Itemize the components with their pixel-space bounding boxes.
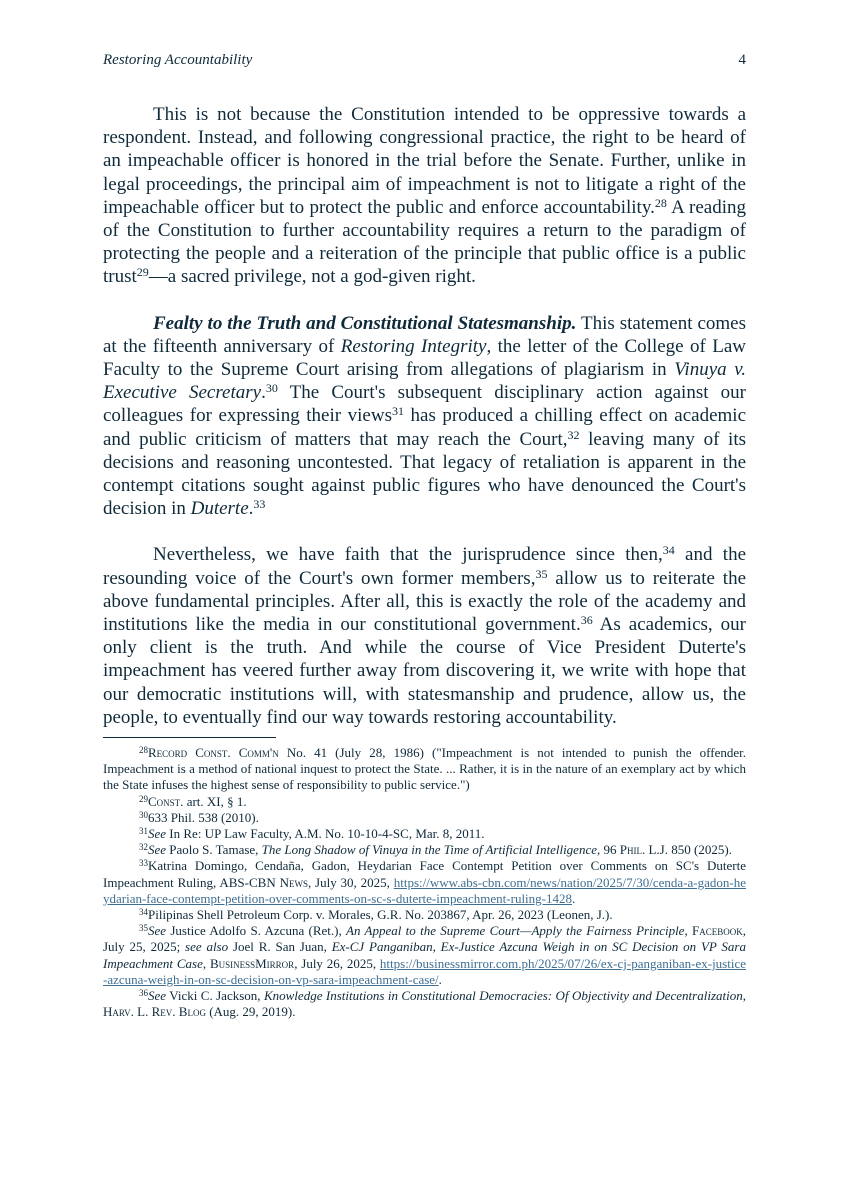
- footnote-text: (Aug. 29, 2019).: [205, 1004, 296, 1020]
- footnote-31: [103, 826, 746, 842]
- source-name: Phil. L.J.: [619, 842, 668, 858]
- footnote-text: ,: [684, 923, 693, 939]
- footnote-ref[interactable]: 33: [253, 497, 266, 512]
- footnote-ref[interactable]: 35: [535, 566, 548, 581]
- footnote-ref[interactable]: 34: [662, 543, 675, 558]
- text-span: .: [261, 382, 266, 404]
- article-title: Ex-CJ Panganiban, Ex-Justice Azcuna Weigh in on SC Decision on VP Sara Impeachment Case: [103, 939, 746, 971]
- footnote-30: [103, 810, 746, 826]
- text-span: leaving many of its decisions and reasoning uncontested. That legacy of retaliation is apparent in the contempt citations sought against public figures who have denounced the Court's decision in: [103, 428, 746, 520]
- footnote-text: ,: [202, 955, 210, 971]
- footnote-ref[interactable]: 32: [567, 427, 580, 442]
- paragraph-3: [103, 543, 746, 729]
- source-name: BusinessMirror: [209, 955, 295, 971]
- paragraph-2: [103, 312, 746, 521]
- footnote-text: Katrina Domingo, Cendaña, Gadon, Heydarian Face Contempt Petition over Comments on SC's Duterte Impeachment Ruling, ABS-CBN: [103, 858, 746, 890]
- article-title: Knowledge Institutions in Constitutional Democracies: Of Objectivity and Decentralization: [263, 988, 743, 1004]
- source-name: Const.: [148, 793, 184, 809]
- footnote-number: 35: [139, 923, 148, 934]
- text-span: , the letter of the College of Law Faculty to the Supreme Court arising from allegations of plagiarism in: [103, 335, 747, 381]
- footnote-number: 28: [139, 745, 148, 755]
- text-span: This statement comes at the fifteenth anniversary of: [103, 312, 746, 357]
- case-title: Vinuya v. Executive Secretary: [103, 359, 747, 404]
- footnote-number: 30: [139, 809, 148, 820]
- footnote-text: In Re: UP Law Faculty, A.M. No. 10-10-4-SC, Mar. 8, 2011.: [166, 826, 485, 842]
- footnote-36: [103, 988, 746, 1020]
- footnote-number: 31: [139, 826, 148, 837]
- footnote-text: Vicki C. Jackson,: [166, 988, 264, 1004]
- footnote-33: [103, 858, 746, 907]
- case-title: Restoring Integrity: [340, 335, 487, 357]
- footnote-text: No. 41 (July 28, 1986) ("Impeachment is not intended to punish the offender. Impeachment is a method of national inquest to protect the State. ... Rather, it is in the nature of an exemplary act by which the State infuses the highest sense of responsibility to public service."): [103, 745, 746, 793]
- footnote-text: 633 Phil. 538 (2010).: [148, 809, 259, 825]
- paragraph-lead: Fealty to the Truth and Constitutional Statesmanship.: [153, 312, 577, 334]
- footnote-text: .: [572, 890, 576, 906]
- signal-word: See: [148, 923, 167, 939]
- footnote-text: , July 25, 2025;: [103, 923, 747, 955]
- footnote-text: Justice Adolfo S. Azcuna (Ret.),: [166, 923, 347, 939]
- footnote-ref[interactable]: 30: [265, 381, 278, 396]
- footnote-text: , July 30, 2025,: [307, 874, 394, 890]
- article-title: An Appeal to the Supreme Court—Apply the Fairness Principle: [346, 923, 685, 939]
- source-name: Record Const. Comm'n: [148, 745, 279, 760]
- signal-word: See: [148, 842, 167, 858]
- footnote-28: [103, 745, 746, 794]
- footnote-text: , July 26, 2025,: [294, 955, 380, 971]
- footnote-ref[interactable]: 28: [654, 195, 667, 210]
- footnote-text: .: [438, 971, 442, 987]
- text-span: The Court's subsequent disciplinary action against our colleagues for expressing their views: [103, 382, 746, 427]
- signal-word: see also: [185, 939, 229, 955]
- footnote-text: art. XI, § 1.: [183, 793, 247, 809]
- signal-word: See: [148, 988, 167, 1004]
- footnote-number: 32: [139, 842, 148, 853]
- footnote-number: 29: [139, 793, 148, 804]
- footnote-ref[interactable]: 36: [580, 613, 593, 628]
- footnote-35: [103, 923, 746, 988]
- footnote-ref[interactable]: 31: [391, 404, 404, 419]
- footnotes: [103, 745, 746, 1020]
- case-title: Duterte: [190, 498, 249, 520]
- text-span: As academics, our only client is the truth. And while the course of Vice President Duterte's impeachment has veered further away from discovering it, we write with hope that our democratic institutions will, with statesmanship and prudence, allow us, the people, to eventually find our way towards restoring accountability.: [103, 614, 746, 728]
- footnote-29: [103, 794, 746, 810]
- footnote-text: , 96: [597, 842, 620, 858]
- footnote-divider: [103, 737, 276, 738]
- footnote-text: Joel R. San Juan,: [228, 939, 332, 955]
- page-number: 4: [738, 52, 746, 68]
- text-span: A reading of the Constitution to further accountability requires a return to the paradigm of protecting the people and a reiteration of the principle that public office is a public trust: [103, 196, 746, 288]
- footnote-32: [103, 842, 746, 858]
- footnote-text: 850 (2025).: [667, 842, 732, 858]
- citation-link[interactable]: https://www.abs-cbn.com/news/nation/2025/7/30/cenda-a-gadon-heydarian-face-contempt-petition-over-comments-on-sc-s-duterte-impeachment-ruling-1428: [103, 874, 746, 906]
- source-name: Facebook: [692, 923, 743, 939]
- footnote-ref[interactable]: 29: [136, 265, 149, 280]
- citation-link[interactable]: https://businessmirror.com.ph/2025/07/26/ex-cj-panganiban-ex-justice-azcuna-weigh-in-on-sc-decision-on-vp-sara-impeachment-case/: [103, 955, 747, 987]
- source-name: News: [279, 874, 308, 890]
- text-span: Nevertheless, we have faith that the jurisprudence since then,: [153, 544, 663, 566]
- running-header: [103, 52, 746, 69]
- source-name: Harv. L. Rev. Blog: [103, 1004, 206, 1020]
- footnote-number: 34: [139, 907, 148, 918]
- footnote-text: Paolo S. Tamase,: [166, 842, 262, 858]
- paragraph-1: [103, 103, 746, 289]
- text-span: allow us to reiterate the above fundamental principles. After all, this is exactly the role of the academy and institutions like the media in our constitutional government.: [103, 567, 746, 636]
- text-span: —a sacred privilege, not a god-given right.: [148, 266, 476, 288]
- text-span: .: [248, 498, 254, 520]
- footnote-number: 33: [139, 858, 148, 869]
- footnote-34: [103, 907, 746, 923]
- footnote-text: Pilipinas Shell Petroleum Corp. v. Morales, G.R. No. 203867, Apr. 26, 2023 (Leonen, J.).: [148, 907, 613, 923]
- article-title: The Long Shadow of Vinuya in the Time of Artificial Intelligence: [261, 842, 597, 858]
- text-span: This is not because the Constitution intended to be oppressive towards a respondent. Instead, and following congressional practice, the right to be heard of an impeachable officer is honored in the trial before the Senate. Further, unlike in legal proceedings, the principal aim of impeachment is not to litigate a right of the impeachable officer but to protect the public and enforce accountability.: [103, 104, 746, 218]
- footnote-text: ,: [742, 988, 746, 1004]
- text-span: and the resounding voice of the Court's own former members,: [103, 544, 746, 589]
- text-span: has produced a chilling effect on academic and public criticism of matters that may reach the Court,: [103, 405, 746, 450]
- body-text: [103, 103, 746, 729]
- signal-word: See: [148, 826, 167, 842]
- running-title: Restoring Accountability: [103, 52, 253, 68]
- footnote-number: 36: [139, 988, 148, 999]
